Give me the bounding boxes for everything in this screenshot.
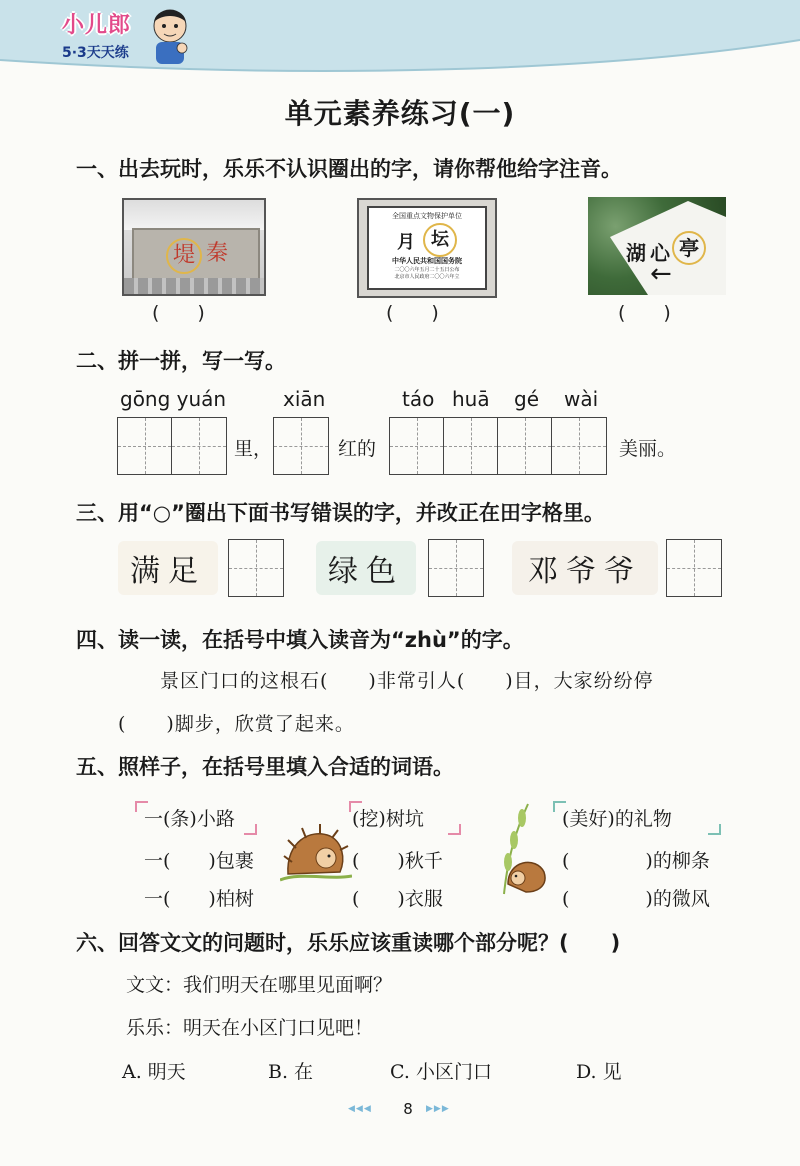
q5-item-3-2: ( )的柳条: [562, 850, 710, 872]
question-4-title: 四、读一读，在括号中填入读音为“zhù”的字。: [76, 628, 524, 652]
hedgehog-icon: [280, 822, 352, 886]
willow-hedgehog-icon: [478, 800, 554, 896]
photo-stone-tablet: 堤 秦: [122, 198, 266, 296]
q5-item-1-3: 一( )柏树: [144, 888, 254, 910]
answer-paren-1[interactable]: ( ): [152, 302, 205, 324]
question-6-title: 六、回答文文的问题时，乐乐应该重读哪个部分呢？( ): [76, 931, 621, 955]
q5-item-2-3: ( )衣服: [352, 888, 443, 910]
question-2-title: 二、拼一拼，写一写。: [76, 349, 286, 373]
page-number: 8: [403, 1100, 413, 1118]
q4-text-line-1: 景区门口的这根石( )非常引人( )目，大家纷纷停: [160, 670, 654, 692]
pinyin-1: gōng yuán: [120, 387, 227, 411]
question-5-title: 五、照样子，在括号里填入合适的词语。: [76, 755, 454, 779]
answer-paren-3[interactable]: ( ): [618, 302, 671, 324]
pinyin-6: wài: [564, 387, 599, 411]
dialogue-wenwen: 文文：我们明天在哪里见面啊？: [126, 974, 393, 996]
q5-item-2-2: ( )秋千: [352, 850, 443, 872]
option-b[interactable]: B. 在: [268, 1061, 314, 1083]
mascot-icon: [148, 4, 192, 66]
pinyin-2: xiān: [283, 387, 326, 411]
circled-char: 坛: [423, 223, 457, 257]
option-d[interactable]: D. 见: [576, 1061, 622, 1083]
next-arrows-icon: ▶▶▶: [426, 1104, 450, 1114]
prev-arrows-icon: ◀◀◀: [348, 1104, 372, 1114]
q5-item-1-2: 一( )包裹: [144, 850, 254, 872]
pinyin-3: táo: [402, 387, 435, 411]
dialogue-lele: 乐乐：明天在小区门口见吧！: [126, 1017, 374, 1039]
word-card-3: 邓爷爷: [512, 541, 658, 595]
circled-char: 亭: [672, 231, 706, 265]
page-title: 单元素养练习(一): [284, 97, 516, 130]
tianzige-group-1[interactable]: [117, 417, 227, 475]
q5-item-3-3: ( )的微风: [562, 888, 710, 910]
answer-paren-2[interactable]: ( ): [386, 302, 439, 324]
arrow-left-icon: ←: [650, 259, 672, 289]
question-3-title: 三、用“○”圈出下面书写错误的字，并改正在田字格里。: [76, 501, 605, 525]
tianzige-group-3[interactable]: [389, 417, 607, 475]
word-card-2: 绿色: [316, 541, 416, 595]
q5-example-1: 一(条)小路: [144, 808, 235, 830]
logo: 小儿郎: [62, 13, 132, 38]
q5-example-2: (挖)树坑: [352, 808, 424, 830]
tianzige-answer-2[interactable]: [428, 539, 484, 597]
word-card-1: 满足: [118, 541, 218, 595]
q4-text-line-2: ( )脚步，欣赏了起来。: [118, 713, 355, 735]
brand-text: 5·3天天练: [62, 45, 129, 61]
question-1-title: 一、出去玩时，乐乐不认识圈出的字，请你帮他给字注音。: [76, 157, 622, 181]
tianzige-answer-3[interactable]: [666, 539, 722, 597]
option-a[interactable]: A. 明天: [122, 1061, 186, 1083]
pinyin-4: huā: [452, 387, 490, 411]
tianzige-answer-1[interactable]: [228, 539, 284, 597]
tianzige-group-2[interactable]: [273, 417, 329, 475]
option-c[interactable]: C. 小区门口: [390, 1061, 492, 1083]
circled-char: 堤: [166, 238, 202, 274]
q5-example-3: (美好)的礼物: [562, 808, 672, 830]
photo-lake-sign: 湖 心 亭 ←: [588, 197, 726, 295]
pinyin-5: gé: [514, 387, 539, 411]
photo-heritage-plaque: 全国重点文物保护单位 月 坛 中华人民共和国国务院 二〇〇六年五月二十五日公布 北京市人民政府二〇〇六年立: [357, 198, 497, 298]
